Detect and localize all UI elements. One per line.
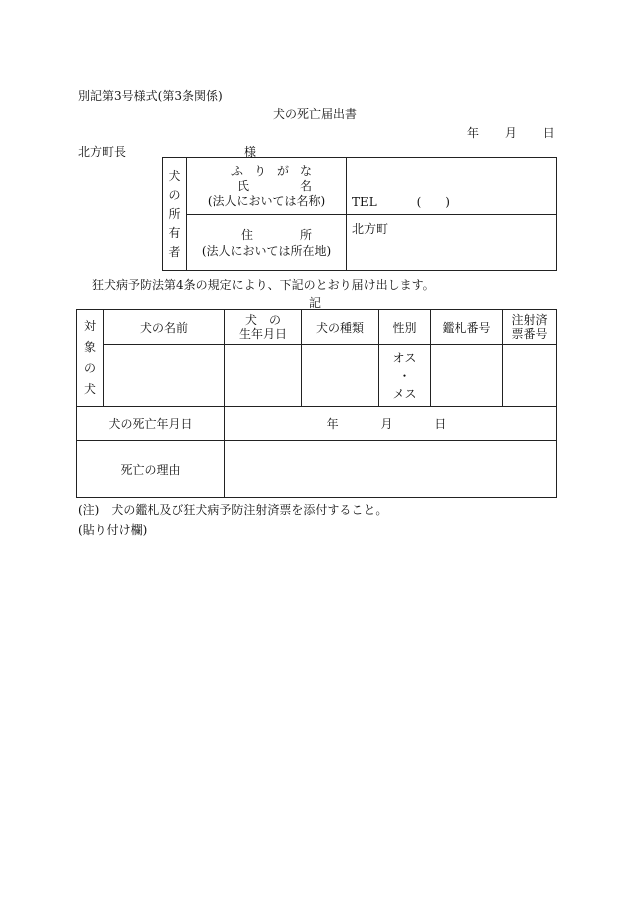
furigana-label: ふ り が な [231, 163, 312, 178]
header-injection-number: 注射済 票番号 [503, 310, 557, 345]
death-date-field[interactable] [225, 407, 557, 441]
owner-name-label-cell [187, 158, 347, 215]
owner-address-label-cell [187, 215, 347, 271]
header-birth-date: 犬 の 生年月日 [225, 310, 302, 345]
death-date-label: 犬の死亡年月日 [77, 407, 225, 441]
paste-area-label: (貼り付け欄) [78, 523, 148, 537]
header-tag-number: 鑑札番号 [431, 310, 503, 345]
address-value: 北方町 [352, 222, 389, 236]
injection-number-field[interactable] [503, 345, 557, 407]
death-reason-field[interactable] [225, 441, 557, 498]
address-note: (法人においては所在地) [201, 243, 332, 258]
date-month: 月 [504, 126, 517, 140]
statement: 狂犬病予防法第4条の規定により、下記のとおり届け出します。 [92, 278, 435, 292]
death-day: 日 [434, 417, 447, 431]
owner-name-field[interactable] [347, 158, 557, 215]
owner-row-header: 犬 の 所 有 者 [163, 158, 187, 271]
date-year: 年 [467, 126, 480, 140]
owner-address-field[interactable] [347, 215, 557, 271]
sex-option-male[interactable]: オス [392, 350, 417, 365]
date-day: 日 [542, 126, 555, 140]
ki-label: 記 [309, 296, 322, 310]
dog-row-header: 対 象 の 犬 [77, 310, 104, 407]
dog-table [76, 309, 557, 498]
tel-label: TEL [352, 195, 377, 209]
header-breed: 犬の種類 [302, 310, 379, 345]
addressee-name: 北方町長 [78, 145, 127, 159]
form-id: 別記第3号様式(第3条関係) [78, 89, 223, 103]
breed-field[interactable] [302, 345, 379, 407]
owner-table [162, 157, 557, 271]
addressee-honorific: 様 [244, 145, 257, 159]
birth-date-field[interactable] [225, 345, 302, 407]
sex-separator: ・ [398, 368, 411, 383]
tel-parens: ( ) [416, 195, 450, 209]
sex-option-female[interactable]: メス [392, 386, 417, 401]
note: (注) 犬の鑑札及び狂犬病予防注射済票を添付すること。 [78, 503, 388, 517]
death-month: 月 [380, 417, 393, 431]
name-label: 氏 名 [237, 178, 312, 193]
document-title: 犬の死亡届出書 [273, 107, 358, 121]
sex-field[interactable] [379, 345, 431, 407]
address-label: 住 所 [241, 227, 312, 242]
header-sex: 性別 [379, 310, 431, 345]
death-reason-label: 死亡の理由 [77, 441, 225, 498]
death-year: 年 [326, 417, 339, 431]
tag-number-field[interactable] [431, 345, 503, 407]
date-line [467, 124, 555, 141]
name-note: (法人においては名称) [207, 193, 326, 208]
header-dog-name: 犬の名前 [104, 310, 225, 345]
dog-name-field[interactable] [104, 345, 225, 407]
